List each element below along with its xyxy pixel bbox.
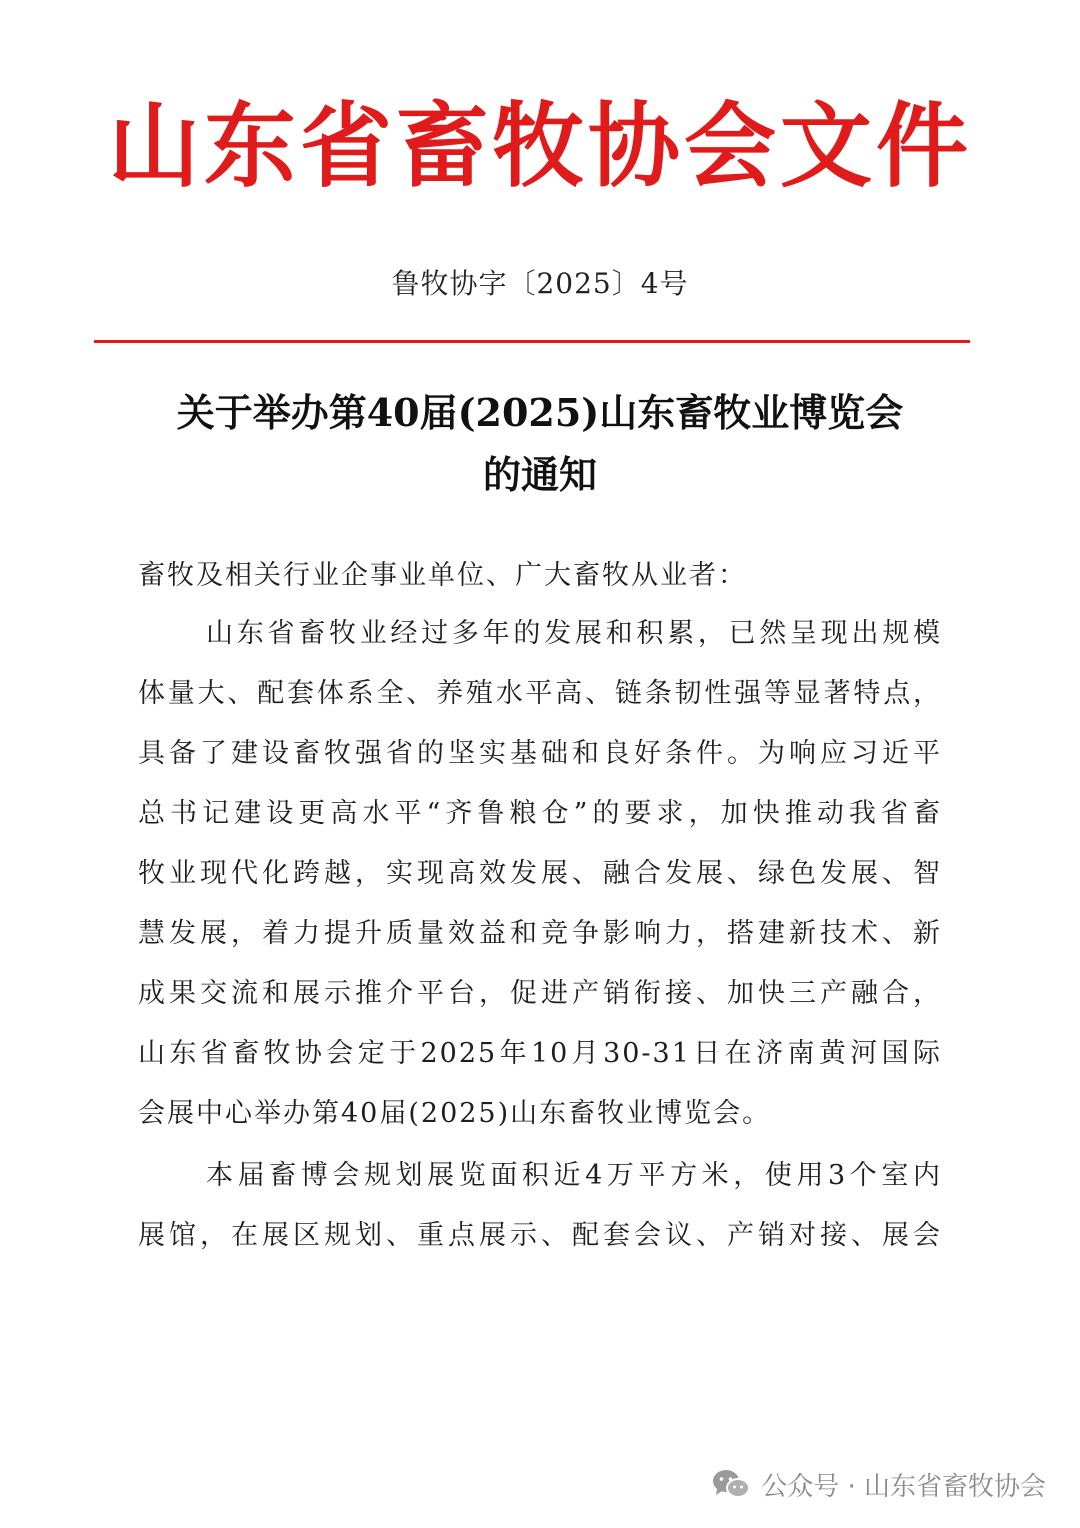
paragraph-line: 展馆，在展区规划、重点展示、配套会议、产销对接、展会 (138, 1220, 942, 1251)
paragraph-line: 牧业现代化跨越，实现高效发展、融合发展、绿色发展、智 (138, 858, 942, 889)
title-line: 的通知 (482, 452, 597, 497)
paragraph-line: 会展中心举办第40届(2025)山东畜牧业博览会。 (138, 1098, 772, 1129)
document-title (100, 382, 980, 506)
red-divider-line (94, 340, 970, 343)
title-line: 关于举办第40届(2025)山东畜牧业博览会 (176, 390, 904, 435)
salutation: 畜牧及相关行业企事业单位、广大畜牧从业者： (138, 560, 747, 591)
wechat-icon (711, 1467, 751, 1501)
paragraph-line: 总书记建设更高水平“齐鲁粮仓”的要求，加快推动我省畜 (138, 798, 942, 829)
paragraph-line: 本届畜博会规划展览面积近4万平方米，使用3个室内 (206, 1160, 942, 1191)
watermark-text: 公众号 · 山东省畜牧协会 (761, 1471, 1046, 1502)
document-number: 鲁牧协字〔2025〕4号 (391, 267, 689, 300)
paragraph-line: 成果交流和展示推介平台，促进产销衔接、加快三产融合， (138, 978, 942, 1009)
paragraph-line: 山东省畜牧业经过多年的发展和积累，已然呈现出规模 (206, 618, 942, 649)
paragraph-line: 慧发展，着力提升质量效益和竞争影响力，搭建新技术、新 (138, 918, 942, 949)
wechat-watermark (711, 1462, 1046, 1506)
paragraph-line: 山东省畜牧协会定于2025年10月30-31日在济南黄河国际 (138, 1038, 942, 1069)
paragraph-line: 体量大、配套体系全、养殖水平高、链条韧性强等显著特点， (138, 678, 942, 709)
paragraph-line: 具备了建设畜牧强省的坚实基础和良好条件。为响应习近平 (138, 738, 942, 769)
issuer-header: 山东省畜牧协会文件 (107, 92, 972, 200)
body-paragraph (138, 1146, 942, 1266)
body-paragraph (138, 604, 942, 1144)
